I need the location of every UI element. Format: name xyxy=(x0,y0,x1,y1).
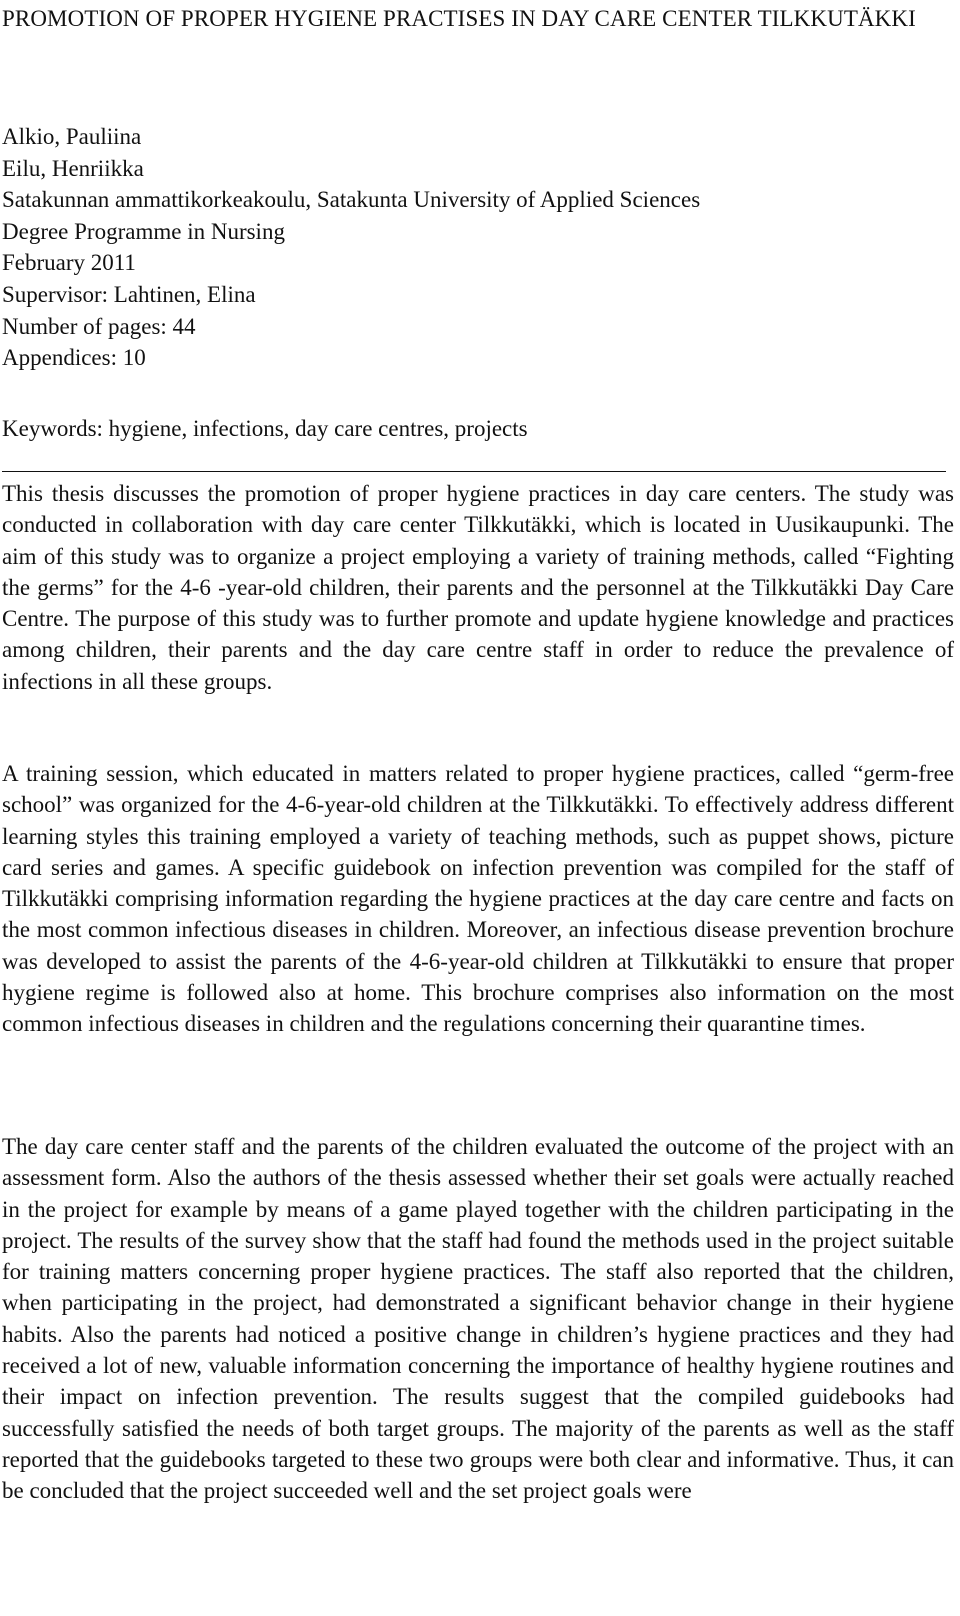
supervisor: Supervisor: Lahtinen, Elina xyxy=(2,281,256,307)
degree-programme: Degree Programme in Nursing xyxy=(2,218,285,244)
abstract-paragraph-3: The day care center staff and the parents of the children evaluated the outcome of the project with an assessment form. Also the authors of the thesis assessed whether their set goals were actually reached in the project for example by means of a game played together with the children participating in the project. The results of the survey show that the staff had found the methods used in the project suitable for training matters concerning proper hygiene practices. The staff also reported that the children, when participating in the project, had demonstrated a significant behavior change in their hygiene habits. Also the parents had noticed a positive change in children’s hygiene practices and they had received a lot of new, valuable information concerning the importance of healthy hygiene routines and their impact on infection prevention. The results suggest that the compiled guidebooks had successfully satisfied the needs of both target groups. The majority of the parents as well as the staff reported that the guidebooks targeted to these two groups were both clear and informative. Thus, it can be concluded that the project succeeded well and the set project goals were xyxy=(2,1134,954,1504)
appendices: Appendices: 10 xyxy=(2,345,146,371)
author-2: Eilu, Henriikka xyxy=(2,155,144,181)
abstract-paragraph-1: This thesis discusses the promotion of proper hygiene practices in day care centers. The study was conducted in collaboration with day care center Tilkkutäkki, which is located in Uusikaupunki. The aim of this study was to organize a project employing a variety of training methods, called “Fighting the germs” for the 4-6 -year-old children, their parents and the personnel at the Tilkkutäkki Day Care Centre. The purpose of this study was to further promote and update hygiene knowledge and practices among children, their parents and the day care centre staff in order to reduce the prevalence of infections in all these groups. xyxy=(2,481,954,694)
page-title: PROMOTION OF PROPER HYGIENE PRACTISES IN DAY CARE CENTER TILKKUTÄKKI xyxy=(2,6,916,31)
divider xyxy=(2,471,946,472)
abstract-paragraph-2: A training session, which educated in matters related to proper hygiene practices, called “germ-free school” was organized for the 4-6-year-old children at the Tilkkutäkki. To effectively address different learning styles this training employed a variety of teaching methods, such as puppet shows, picture card series and games. A specific guidebook on infection prevention was compiled for the staff of Tilkkutäkki comprising information regarding the hygiene practices at the day care centre and facts on the most common infectious diseases in children. Moreover, an infectious disease prevention brochure was developed to assist the parents of the 4-6-year-old children at Tilkkutäkki to ensure that proper hygiene regime is followed also at home. This brochure comprises also information on the most common infectious diseases in children and the regulations concerning their quarantine times. xyxy=(2,761,954,1037)
institution: Satakunnan ammattikorkeakoulu, Satakunta University of Applied Sciences xyxy=(2,187,701,213)
thesis-metadata xyxy=(2,121,942,374)
keywords: Keywords: hygiene, infections, day care centres, projects xyxy=(2,416,528,441)
author-1: Alkio, Pauliina xyxy=(2,124,142,149)
page-count: Number of pages: 44 xyxy=(2,313,196,339)
date: February 2011 xyxy=(2,250,136,276)
